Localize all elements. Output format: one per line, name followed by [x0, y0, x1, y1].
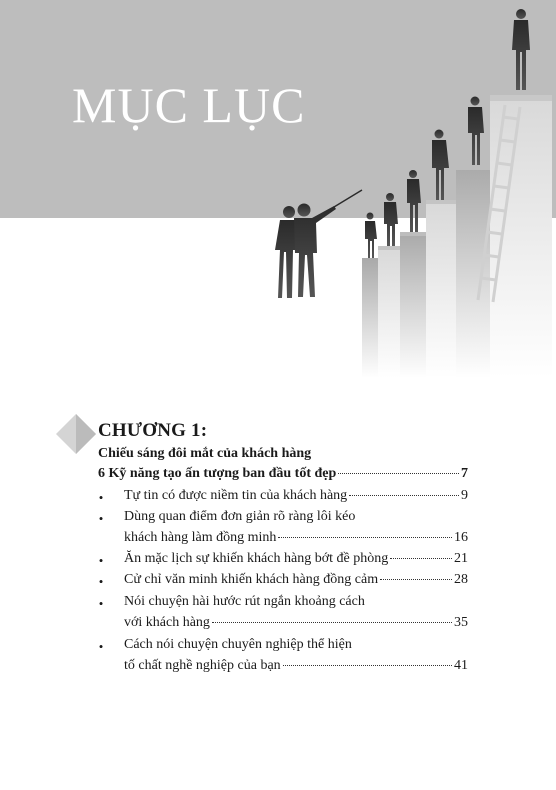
- toc-entry[interactable]: [124, 615, 468, 635]
- toc-page-number: 21: [454, 551, 468, 566]
- toc-entry-text-line1[interactable]: Nói chuyện hài hước rút ngắn khoảng cách: [124, 594, 365, 609]
- presenters: [275, 204, 336, 299]
- toc-entry[interactable]: [124, 551, 468, 571]
- toc-entry[interactable]: [124, 488, 468, 508]
- toc-leader-dots: [338, 472, 459, 474]
- toc-page-number: 41: [454, 658, 468, 673]
- toc-entry[interactable]: [124, 658, 468, 678]
- bullet-marker: •: [98, 553, 104, 568]
- toc-entry-text-line1[interactable]: Cách nói chuyện chuyên nghiệp thể hiện: [124, 637, 352, 652]
- toc-entry[interactable]: [124, 572, 468, 592]
- staircase-blocks: [362, 95, 552, 378]
- toc-leader-dots: [349, 494, 459, 496]
- bullet-marker: •: [98, 596, 104, 611]
- toc-page-number: 9: [461, 488, 468, 503]
- chapter-heading: CHƯƠNG 1:: [98, 420, 208, 441]
- toc-leader-dots: [212, 621, 452, 623]
- toc-entry-text: tố chất nghề nghiệp của bạn: [124, 658, 281, 673]
- toc-entry-text: Tự tin có được niềm tin của khách hàng: [124, 488, 348, 503]
- toc-page-number: 28: [454, 572, 468, 587]
- toc-leader-dots: [283, 664, 452, 666]
- chapter-diamond-icon: [54, 412, 102, 456]
- bullet-marker: •: [98, 639, 104, 654]
- business-staircase-illustration: [0, 0, 556, 390]
- toc-entry-text: với khách hàng: [124, 615, 210, 630]
- toc-leader-dots: [278, 536, 452, 538]
- toc-entry[interactable]: [124, 530, 468, 550]
- toc-entry-text-line1[interactable]: Dùng quan điểm đơn giản rõ ràng lôi kéo: [124, 509, 356, 524]
- bullet-marker: •: [98, 574, 104, 589]
- toc-entry-text: Ăn mặc lịch sự khiến khách hàng bớt đề phòng: [124, 551, 389, 566]
- toc-page-number: 16: [454, 530, 468, 545]
- page-title: MỤC LỤC: [72, 77, 306, 133]
- toc-section-entry[interactable]: [98, 466, 468, 486]
- bullet-marker: •: [98, 490, 104, 505]
- toc-entry-text: Cử chỉ văn minh khiến khách hàng đồng cảm: [124, 572, 379, 587]
- chapter-subtitle: Chiếu sáng đôi mắt của khách hàng: [98, 446, 312, 461]
- toc-entry-text: khách hàng làm đồng minh: [124, 530, 277, 545]
- toc-leader-dots: [380, 578, 452, 580]
- pointer-stick: [334, 190, 362, 207]
- toc-page-number: 35: [454, 615, 468, 630]
- toc-leader-dots: [390, 557, 452, 559]
- bullet-marker: •: [98, 511, 104, 526]
- toc-page-number: 7: [461, 466, 468, 481]
- toc-section-text: 6 Kỹ năng tạo ấn tượng ban đầu tốt đẹp: [98, 466, 337, 481]
